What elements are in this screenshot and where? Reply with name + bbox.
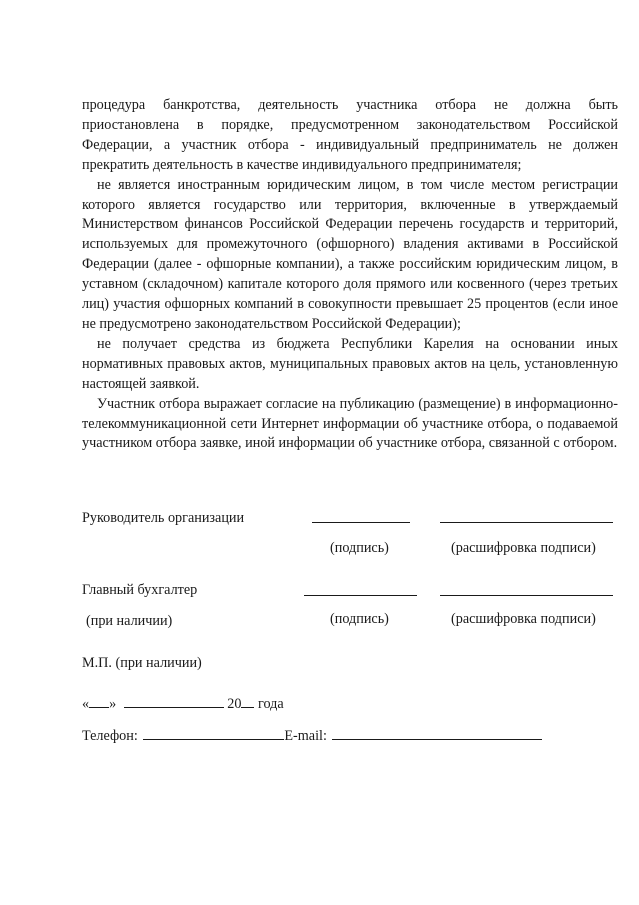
phone-blank xyxy=(143,727,284,740)
accountant-decoding-caption: (расшифровка подписи) xyxy=(451,611,596,627)
month-blank xyxy=(124,695,224,708)
accountant-note: (при наличии) xyxy=(86,613,173,629)
day-blank xyxy=(89,695,109,708)
accountant-label: Главный бухгалтер xyxy=(82,582,198,598)
head-decoding-caption: (расшифровка подписи) xyxy=(451,540,596,556)
year-blank xyxy=(241,695,254,708)
contacts-line xyxy=(82,727,542,745)
email-blank xyxy=(332,727,542,740)
paragraph-budget-funds: не получает средства из бюджета Республики Карелия на основании иных нормативных правовых актов, муниципальных правовых актов на цель, установленную настоящей заявкой. xyxy=(82,335,618,392)
year-suffix: года xyxy=(258,696,284,712)
date-close-quote: » xyxy=(109,696,117,712)
paragraph-offshore: не является иностранным юридическим лицом, в том числе местом регистрации которого является государство или территория, включенные в утверждаемый Министерством финансов Российской Федерации перечень государств и территорий, используемых для промежуточного (офшорного) владения активами в Российской Федерации (далее - офшорные компании), а также российским юридическим лицом, в уставном (складочном) капитале которого доля прямого или косвенного (через третьих лиц) участия офшорных компаний в совокупности превышает 25 процентов (если иное не предусмотрено законодательством Российской Федерации); xyxy=(82,176,618,332)
conditions-text xyxy=(82,96,618,454)
paragraph-publication-consent: Участник отбора выражает согласие на публикацию (размещение) в информационно-телекоммуникационной сети Интернет информации об участнике отбора, о подаваемой участником отбора заявке, иной информации об участнике отбора, связанной с отбором. xyxy=(82,395,618,452)
paragraph-bankruptcy: процедура банкротства, деятельность участника отбора не должна быть приостановлена в порядке, предусмотренном законодательством Российской Федерации, а участник отбора - индивидуальный предприниматель не должен прекратить деятельность в качестве индивидуального предпринимателя; xyxy=(82,97,618,173)
head-decoding-line xyxy=(440,522,613,523)
stamp-label: М.П. (при наличии) xyxy=(82,655,202,671)
year-prefix: 20 xyxy=(227,696,242,712)
date-open-quote: « xyxy=(82,696,90,712)
accountant-signature-caption: (подпись) xyxy=(330,611,389,627)
head-signature-caption: (подпись) xyxy=(330,540,389,556)
accountant-decoding-line xyxy=(440,595,613,596)
email-label: E-mail: xyxy=(284,728,327,744)
date-line xyxy=(82,695,284,713)
accountant-signature-line xyxy=(304,595,417,596)
head-signature-line xyxy=(312,522,410,523)
phone-label: Телефон: xyxy=(82,728,138,744)
head-label: Руководитель организации xyxy=(82,510,245,526)
